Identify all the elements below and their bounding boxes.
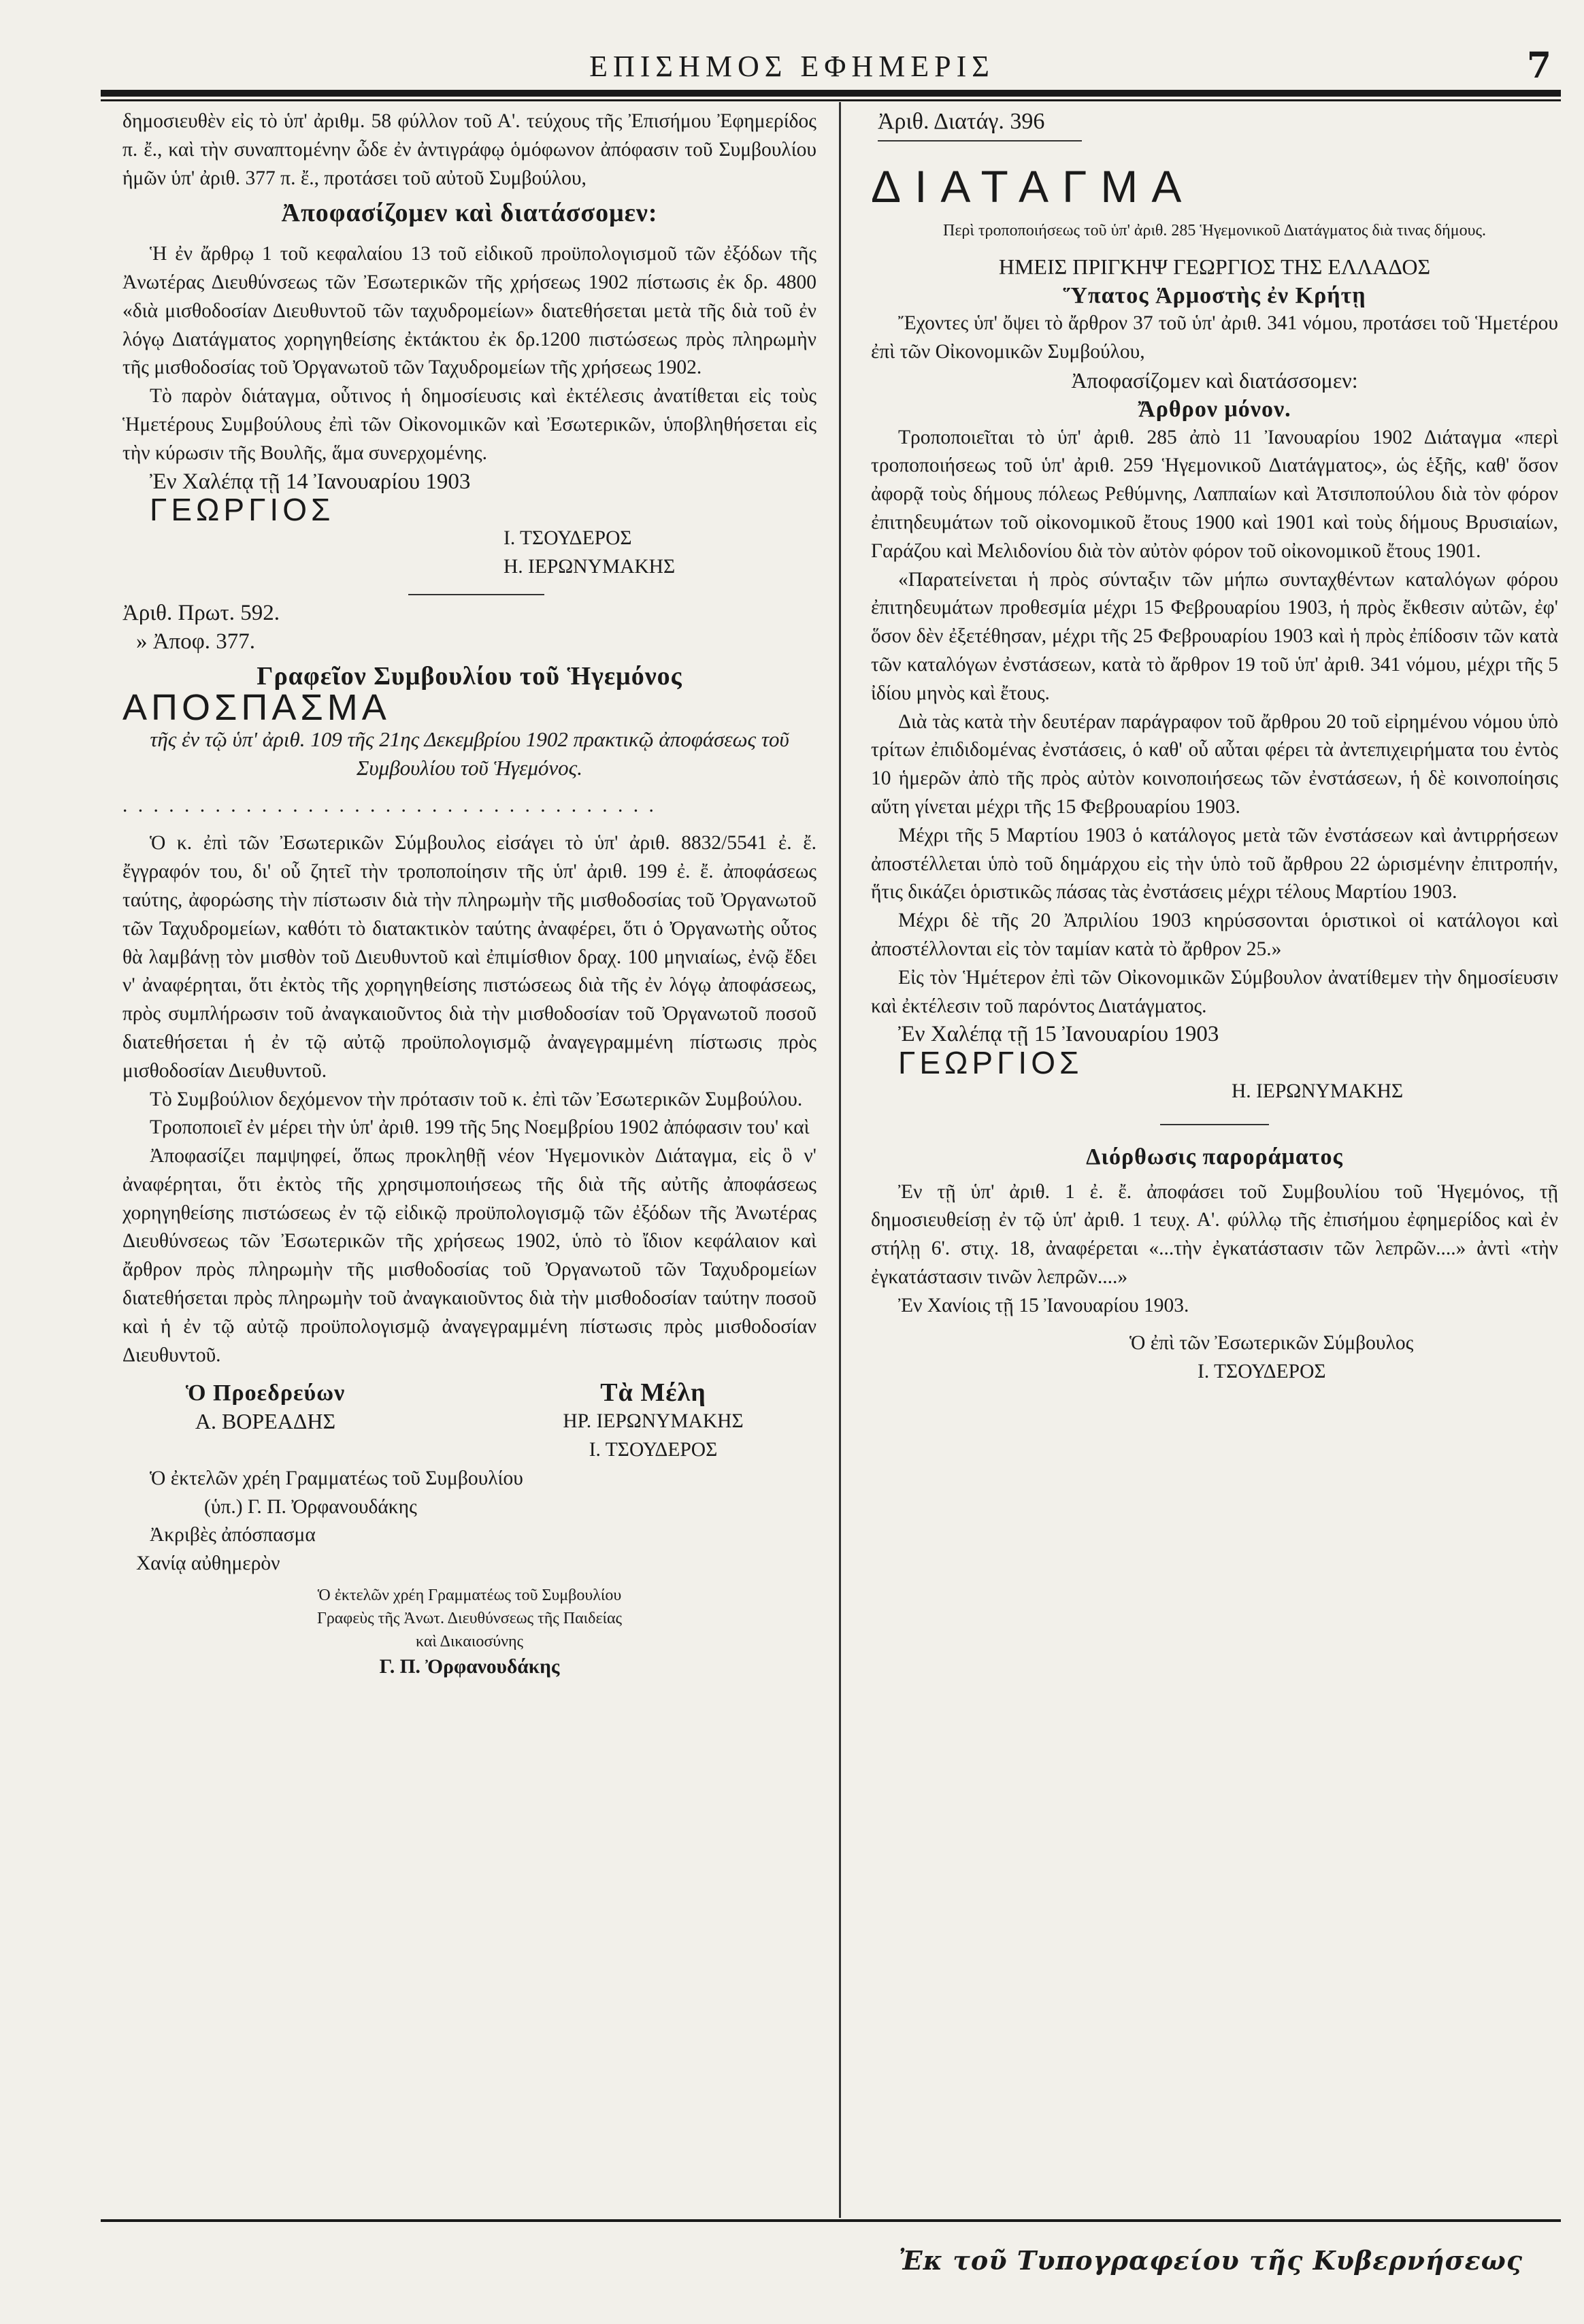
right-prince: ΗΜΕΙΣ ΠΡΙΓΚΗΨ ΓΕΩΡΓΙΟΣ ΤΗΣ ΕΛΛΑΔΟΣ [998,254,1431,279]
right-paragraph-2: Τροποποιεῖται τὸ ὑπ' ἀριθ. 285 ἀπὸ 11 Ἰανουαρίου 1902 Διάταγμα «περὶ τροποποιήσεως τοῦ ὑπ' ἀριθ. 259 Ἡγεμονικοῦ Διατάγματος», ὡς ἑξῆς, καθ' ὅσον ἀφορᾷ τοὺς δήμους πόλεως Ρεθύμνης, Λαππαίων καὶ Ἀτσιποπούλου διὰ τὸν φόρον ἐπιτηδευμάτων τοῦ οἰκονομικοῦ ἔτους 1900 καὶ 1901 καὶ τοὺς δήμους Βρυσιαίων, Γαράζου καὶ Μελιδονίου διὰ τὸν αὐτὸν φόρον τοῦ οἰκονομικοῦ ἔτους 1901. [871,426,1558,562]
right-short-rule [1160,1124,1269,1125]
header-rule-thin [101,99,1561,101]
left-secretary2-line1: Ὁ ἐκτελῶν χρέη Γραμματέως τοῦ Συμβουλίου [317,1587,622,1605]
left-cosigner-1: Ι. ΤΣΟΥΔΕΡΟΣ [504,527,632,550]
left-chair-label: Ὁ Προεδρεύων [185,1380,346,1406]
left-short-rule [408,594,544,595]
left-decree-heading: Ἀποφασίζομεν καὶ διατάσσομεν: [281,199,658,228]
left-members-block [490,1379,816,1464]
right-errata-sig: Ι. ΤΣΟΥΔΕΡΟΣ [1198,1361,1326,1383]
left-column [122,107,816,1682]
header-rule [101,90,1561,97]
left-dots: . . . . . . . . . . . . . . . . . . . . . . . . . . . . . . . . . . . [122,794,657,816]
right-errata-title: Διόρθωσις παροράματος [1086,1144,1343,1169]
left-paragraph-2: Ἡ ἐν ἄρθρῳ 1 τοῦ κεφαλαίου 13 τοῦ εἰδικοῦ προϋπολογισμοῦ τῶν ἐξόδων τῆς Ἀνωτέρας Διευθύνσεως τῶν Ἐσωτερικῶν τῆς χρήσεως 1902 πίστωσις ἐκ δρ. 4800 «διὰ μισθοδοσίαν Διευθυντοῦ τῶν ταχυδρομείων» διατεθήσεται μετὰ τῆς διὰ τοῦ ἐν λόγῳ Διατάγματος χορηγηθείσης ἐκτάκτου ἐκ δρ.1200 πιστώσεως πρὸς πληρωμὴν τῆς μισθοδοσίας τοῦ Ὀργανωτοῦ τῶν Ταχυδρομείων τῆς χρήσεως 1902. [122,243,816,379]
column-divider [839,102,841,2218]
left-chair-block [122,1379,408,1464]
left-paragraph-7: Ἀποφασίζει παμψηφεί, ὅπως προκληθῇ νέον Ἡγεμονικὸν Διάταγμα, εἰς ὃ ν' ἀναφέρηται, ὅτι ἐκτὸς τῆς χρησιμοποιήσεως τῆς διὰ τῆς αὐτῆς ἀποφάσεως χορηγηθείσης πιστώσεως ἐν τῷ εἰδικῷ προϋπολογισμῷ τῶν ἐξόδων τῆς Ἀνωτέρας Διευθύνσεως τῶν Ἐσωτερικῶν τῆς χρήσεως 1902, ὑπὸ τὸ ἴδιον κεφάλαιον καὶ ἄρθρον πρὸς πληρωμὴν τῆς μισθοδοσίας τοῦ Ὀργανωτοῦ τῶν Ταχυδρομείων διατεθήσεται πρὸς πληρωμὴν τοῦ ἀναγκαιοῦντος διὰ τὴν μισθοδοσίαν ταύτην ποσοῦ καὶ ἡ ἐν τῷ αὐτῷ προϋπολογισμῷ ἀναγεγραμμένη πίστωσις πρὸς μισθοδοσίαν Διευθυντοῦ. [122,1145,816,1366]
left-chania: Χανίᾳ αὐθημερὸν [136,1553,280,1575]
left-extract-subtitle: τῆς ἐν τῷ ὑπ' ἀριθ. 109 τῆς 21ης Δεκεμβρίου 1902 πρακτικῷ ἀποφάσεως τοῦ Συμβουλίου τοῦ Ἡγεμόνος. [150,727,789,780]
right-decree-heading: Ἀποφασίζομεν καὶ διατάσσομεν: [1071,367,1358,393]
left-secretary2-line3: καὶ Δικαιοσύνης [415,1633,524,1651]
right-paragraph-6: Μέχρι δὲ τῆς 20 Ἀπριλίου 1903 κηρύσσονται ὁριστικοὶ οἱ κατάλογοι καὶ ἀποστέλλονται εἰς τὸν ταμίαν κατὰ τὸ ἄρθρον 25.» [871,910,1558,960]
right-date: Ἐν Χαλέπᾳ τῇ 15 Ἰανουαρίου 1903 [898,1022,1219,1047]
right-commissioner: Ὕπατος Ἁρμοστὴς ἐν Κρήτῃ [1063,282,1366,308]
left-secretary2-line2: Γραφεὺς τῆς Ἀνωτ. Διευθύνσεως τῆς Παιδείας [316,1610,623,1628]
right-cosigner: Η. ΙΕΡΩΝΥΜΑΚΗΣ [1232,1080,1404,1102]
right-paragraph-4: Διὰ τὰς κατὰ τὴν δευτέραν παράγραφον τοῦ ἄρθρου 20 τοῦ εἰρημένου νόμου ὑπὸ τρίτων ἐπιδιδομένας ἐνστάσεις, ὁ καθ' οὗ αὗται φέρει τὰ ἀντεπιχειρήματα του ἐντὸς 10 ἡμερῶν ἀπὸ τῆς πρὸς αὐτὸν κοινοποιήσεως τῶν ἐνστάσεων, ἡ δὲ κοινοποίησις αὕτη γίνεται μέχρι τῆς 15 Φεβρουαρίου 1903. [871,710,1558,818]
right-paragraph-1: Ἔχοντες ὑπ' ὄψει τὸ ἄρθρον 37 τοῦ ὑπ' ἀριθ. 341 νόμου, προτάσει τοῦ Ἡμετέρου ἐπὶ τῶν Οἰκονομικῶν Συμβούλου, [871,312,1558,363]
printer-imprint: Ἐκ τοῦ Τυπογραφείου τῆς Κυβερνήσεως [898,2245,1523,2276]
left-paragraph-5: Τὸ Συμβούλιον δεχόμενον τὴν πρότασιν τοῦ κ. ἐπὶ τῶν Ἐσωτερικῶν Συμβούλου. [150,1088,803,1110]
right-paragraph-7: Εἰς τὸν Ἡμέτερον ἐπὶ τῶν Οἰκονομικῶν Σύμβουλον ἀνατίθεμεν τὴν δημοσίευσιν καὶ ἐκτέλεσιν τοῦ παρόντος Διατάγματος. [871,966,1558,1017]
left-chair-name: Α. ΒΟΡΕΑΔΗΣ [195,1409,336,1434]
left-true-copy: Ἀκριβὲς ἀπόσπασμα [150,1524,316,1546]
left-date: Ἐν Χαλέπᾳ τῇ 14 Ἰανουαρίου 1903 [150,469,471,494]
left-decision-number: » Ἀποφ. 377. [136,629,256,654]
left-extract-heading: ΑΠΟΣΠΑΣΜΑ [122,687,391,729]
right-paragraph-5: Μέχρι τῆς 5 Μαρτίου 1903 ὁ κατάλογος μετὰ τῶν ἐνστάσεων καὶ ἀντιρρήσεων ἀποστέλλεται ὑπὸ τοῦ δημάρχου εἰς τὴν ὑπὸ τοῦ ἄρθρου 22 ὡρισμένην ἐπιτροπήν, ἥτις δικάζει ὁριστικῶς πάσας τὰς ἐνστάσεις μέχρι τέλους Μαρτίου 1903. [871,824,1558,903]
left-signer: ΓΕΩΡΓΙΟΣ [150,492,335,528]
left-signatures-row [122,1379,816,1464]
left-member-1: ΗΡ. ΙΕΡΩΝΥΜΑΚΗΣ [563,1410,744,1433]
left-paragraph-3: Τὸ παρὸν διάταγμα, οὗτινος ἡ δημοσίευσις καὶ ἐκτέλεσις ἀνατίθεται εἰς τοὺς Ἡμετέρους Συμβούλους ἐπὶ τῶν Οἰκονομικῶν καὶ Ἐσωτερικῶν, ὑποβληθήσεται εἰς τὴν κύρωσιν τῆς Βουλῆς, ἅμα συνερχομένης. [122,385,816,464]
left-paragraph-1: δημοσιευθὲν εἰς τὸ ὑπ' ἀριθμ. 58 φύλλον τοῦ Α'. τεύχους τῆς Ἐπισήμου Ἐφημερίδος π. ἔ., καὶ τὴν συναπτομένην ὧδε ἐν ἀντιγράφῳ ὁμόφωνον ἀπόφασιν τοῦ Συμβουλίου ἡμῶν ὑπ' ἀριθ. 377 π. ἔ., προτάσει τοῦ αὐτοῦ Συμβούλου, [122,110,816,189]
right-signer: ΓΕΩΡΓΙΟΣ [898,1045,1083,1081]
right-decree-subtitle: Περὶ τροποποιήσεως τοῦ ὑπ' ἀριθ. 285 Ἡγεμονικοῦ Διατάγματος διὰ τινας δήμους. [943,221,1486,239]
page-number: 7 [1526,45,1551,86]
right-paragraph-3: «Παρατείνεται ἡ πρὸς σύνταξιν τῶν μήπω συνταχθέντων καταλόγων φόρου ἐπιτηδευμάτων προθεσμία μέχρι 15 Φεβρουαρίου 1903, ἡ πρὸς ἔκθεσιν αὐτῶν, ἐφ' ὅσον δὲν ἐξετέθησαν, μέχρι τῆς 25 Φεβρουαρίου 1903 καὶ ἡ πρὸς ἐπίδοσιν τῶν κατὰ τῶν καταλόγων ἐνστάσεων, κατὰ τὸ ἄρθρον 19 τοῦ ὑπ' ἀριθ. 341 νόμου, μέχρι τῆς 5 ἰδίου μηνὸς καὶ ἔτους. [871,568,1558,704]
right-decree-title: ΔΙΑΤΑΓΜΑ [871,161,1195,212]
left-paragraph-4: Ὁ κ. ἐπὶ τῶν Ἐσωτερικῶν Σύμβουλος εἰσάγει τὸ ὑπ' ἀριθ. 8832/5541 ἐ. ἔ. ἔγγραφόν του, δι' οὗ ζητεῖ τὴν τροποποίησιν τῆς ὑπ' ἀριθ. 199 ἐ. ἔ. ἀποφάσεως ταύτης, ἀφορώσης τὴν πίστωσιν διὰ τὴν πληρωμὴν τῆς μισθοδοσίας τοῦ Ὀργανωτοῦ τῶν Ταχυδρομείων, καθότι τὸ διατακτικὸν ταύτης ἀναφέρει, ὅτι ὁ Ὀργανωτὴς οὗτος θὰ λαμβάνῃ τὸν μισθὸν τοῦ Διευθυντοῦ καὶ ἐπιμίσθιον δραχ. 100 μηνιαίως, ἐνῷ ἔδει ν' ἀναφέρηται, ὅτι ἐκτὸς τῆς χορηγηθείσης πιστώσεως διὰ τῆς ἐν λόγῳ ἀποφάσεως, πρὸς συμπλήρωσιν τοῦ ἀναγκαιοῦντος διὰ τὴν μισθοδοσίαν τοῦ Ὀργανωτοῦ ποσοῦ διατεθήσεται ἡ ἐν τῷ αὐτῷ προϋπολογισμῷ ἀναγεγραμμένη πίστωσις πρὸς μισθοδοσίαν Διευθυντοῦ. [122,832,816,1082]
left-secretary2-sig: Γ. Π. Ὀρφανουδάκης [379,1656,560,1678]
footer-rule [101,2219,1561,2222]
right-decree-number: Ἀριθ. Διατάγ. 396 [878,109,1045,134]
left-cosigner-2: Η. ΙΕΡΩΝΥΜΑΚΗΣ [504,555,676,578]
right-number-rule [878,140,1082,142]
left-secretary-sig: (ὑπ.) Γ. Π. Ὀρφανουδάκης [204,1495,417,1518]
left-member-2: Ι. ΤΣΟΥΔΕΡΟΣ [589,1439,718,1461]
left-members-label: Τὰ Μέλη [600,1378,706,1408]
right-errata-date: Ἐν Χανίοις τῇ 15 Ἰανουαρίου 1903. [898,1294,1189,1316]
left-protocol-number: Ἀριθ. Πρωτ. 592. [122,600,280,625]
left-secretary-label: Ὁ ἐκτελῶν χρέη Γραμματέως τοῦ Συμβουλίου [150,1467,523,1489]
right-errata-text: Ἐν τῇ ὑπ' ἀριθ. 1 ἐ. ἔ. ἀποφάσει τοῦ Συμβουλίου τοῦ Ἡγεμόνος, τῇ δημοσιευθείσῃ ἐν τῷ ὑπ' ἀριθ. 1 τευχ. Α'. φύλλῳ τῆς ἐπισήμου ἐφημερίδος καὶ ἐν στήλῃ 6'. στιχ. 18, ἀναφέρεται «...τὴν ἐγκατάστασιν τῶν λεπρῶν....» ἀντὶ «τὴν ἐγκατάστασιν τινῶν λεπρῶν....» [871,1180,1558,1288]
right-article-heading: Ἄρθρον μόνον. [1138,396,1291,422]
right-errata-sig-label: Ὁ ἐπὶ τῶν Ἐσωτερικῶν Σύμβουλος [1129,1332,1414,1355]
left-office-heading: Γραφεῖον Συμβουλίου τοῦ Ἡγεμόνος [257,662,682,691]
left-paragraph-6: Τροποποιεῖ ἐν μέρει τὴν ὑπ' ἀριθ. 199 τῆς 5ης Νοεμβρίου 1902 ἀπόφασιν του' καὶ [150,1116,810,1139]
gazette-title: ΕΠΙΣΗΜΟΣ ΕΦΗΜΕΡΙΣ [589,50,995,83]
right-column [871,107,1558,1387]
